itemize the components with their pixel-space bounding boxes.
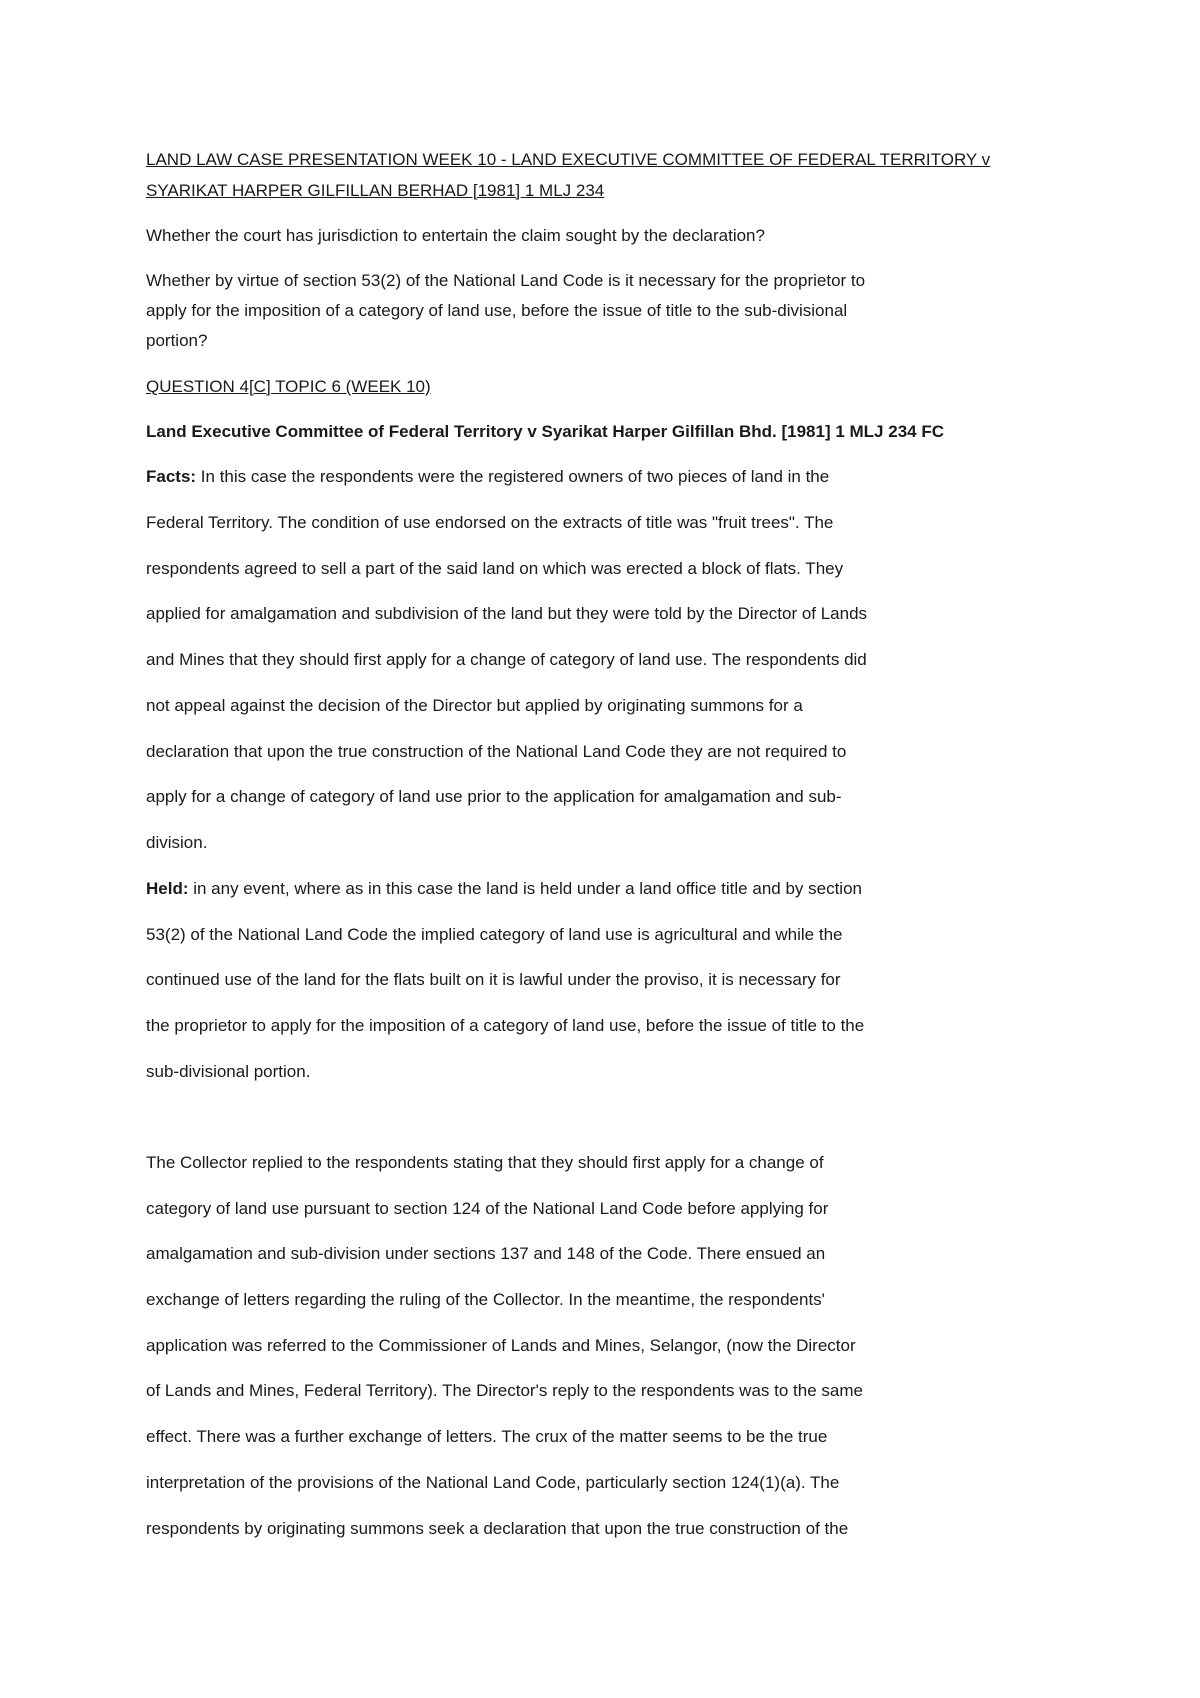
issue-1: Whether the court has jurisdiction to entertain the claim sought by the declaration? — [146, 226, 765, 245]
issue-2-line-1: Whether by virtue of section 53(2) of the National Land Code is it necessary for the proprietor to — [146, 271, 866, 290]
collector-line-3: amalgamation and sub-division under sections 137 and 148 of the Code. There ensued an — [146, 1244, 826, 1263]
held-line-5: sub-divisional portion. — [146, 1062, 311, 1081]
facts-line-4: applied for amalgamation and subdivision of the land but they were told by the Director of Lands — [146, 604, 868, 623]
collector-line-7: effect. There was a further exchange of letters. The crux of the matter seems to be the true — [146, 1427, 828, 1446]
collector-line-1: The Collector replied to the respondents stating that they should first apply for a change of — [146, 1153, 824, 1172]
facts-line-2: Federal Territory. The condition of use endorsed on the extracts of title was "fruit trees". The — [146, 513, 834, 532]
held-line-2: 53(2) of the National Land Code the implied category of land use is agricultural and while the — [146, 925, 843, 944]
facts-line-7: declaration that upon the true construction of the National Land Code they are not required to — [146, 742, 847, 761]
facts-text: In this case the respondents were the registered owners of two pieces of land in the — [196, 467, 830, 486]
issue-2-line-2: apply for the imposition of a category of land use, before the issue of title to the sub-divisional — [146, 301, 848, 320]
facts-line-6: not appeal against the decision of the Director but applied by originating summons for a — [146, 696, 803, 715]
collector-line-5: application was referred to the Commissioner of Lands and Mines, Selangor, (now the Director — [146, 1336, 856, 1355]
case-citation: Land Executive Committee of Federal Territory v Syarikat Harper Gilfillan Bhd. [1981] 1 MLJ 234 FC — [146, 422, 944, 441]
collector-line-2: category of land use pursuant to section 124 of the National Land Code before applying for — [146, 1199, 829, 1218]
held-text: in any event, where as in this case the land is held under a land office title and by section — [188, 879, 862, 898]
issue-2-line-3: portion? — [146, 331, 208, 350]
held-line-3: continued use of the land for the flats built on it is lawful under the proviso, it is necessary for — [146, 970, 841, 989]
collector-line-4: exchange of letters regarding the ruling of the Collector. In the meantime, the respondents' — [146, 1290, 825, 1309]
collector-line-8: interpretation of the provisions of the National Land Code, particularly section 124(1)(a). The — [146, 1473, 840, 1492]
title-line-1: LAND LAW CASE PRESENTATION WEEK 10 - LAND EXECUTIVE COMMITTEE OF FEDERAL TERRITORY v — [146, 150, 991, 169]
collector-line-6: of Lands and Mines, Federal Territory). The Director's reply to the respondents was to the same — [146, 1381, 863, 1400]
facts-line-1 — [146, 466, 829, 488]
title-line-2: SYARIKAT HARPER GILFILLAN BERHAD [1981] 1 MLJ 234 — [146, 181, 605, 200]
held-line-1 — [146, 878, 862, 900]
facts-label: Facts: — [146, 467, 197, 486]
collector-line-9: respondents by originating summons seek a declaration that upon the true construction of the — [146, 1519, 849, 1538]
facts-line-3: respondents agreed to sell a part of the said land on which was erected a block of flats. They — [146, 559, 844, 578]
held-line-4: the proprietor to apply for the imposition of a category of land use, before the issue of title to the — [146, 1016, 865, 1035]
facts-line-9: division. — [146, 833, 208, 852]
facts-line-8: apply for a change of category of land use prior to the application for amalgamation and sub- — [146, 787, 842, 806]
question-heading: QUESTION 4[C] TOPIC 6 (WEEK 10) — [146, 377, 431, 396]
facts-line-5: and Mines that they should first apply for a change of category of land use. The respondents did — [146, 650, 867, 669]
held-label: Held: — [146, 879, 189, 898]
